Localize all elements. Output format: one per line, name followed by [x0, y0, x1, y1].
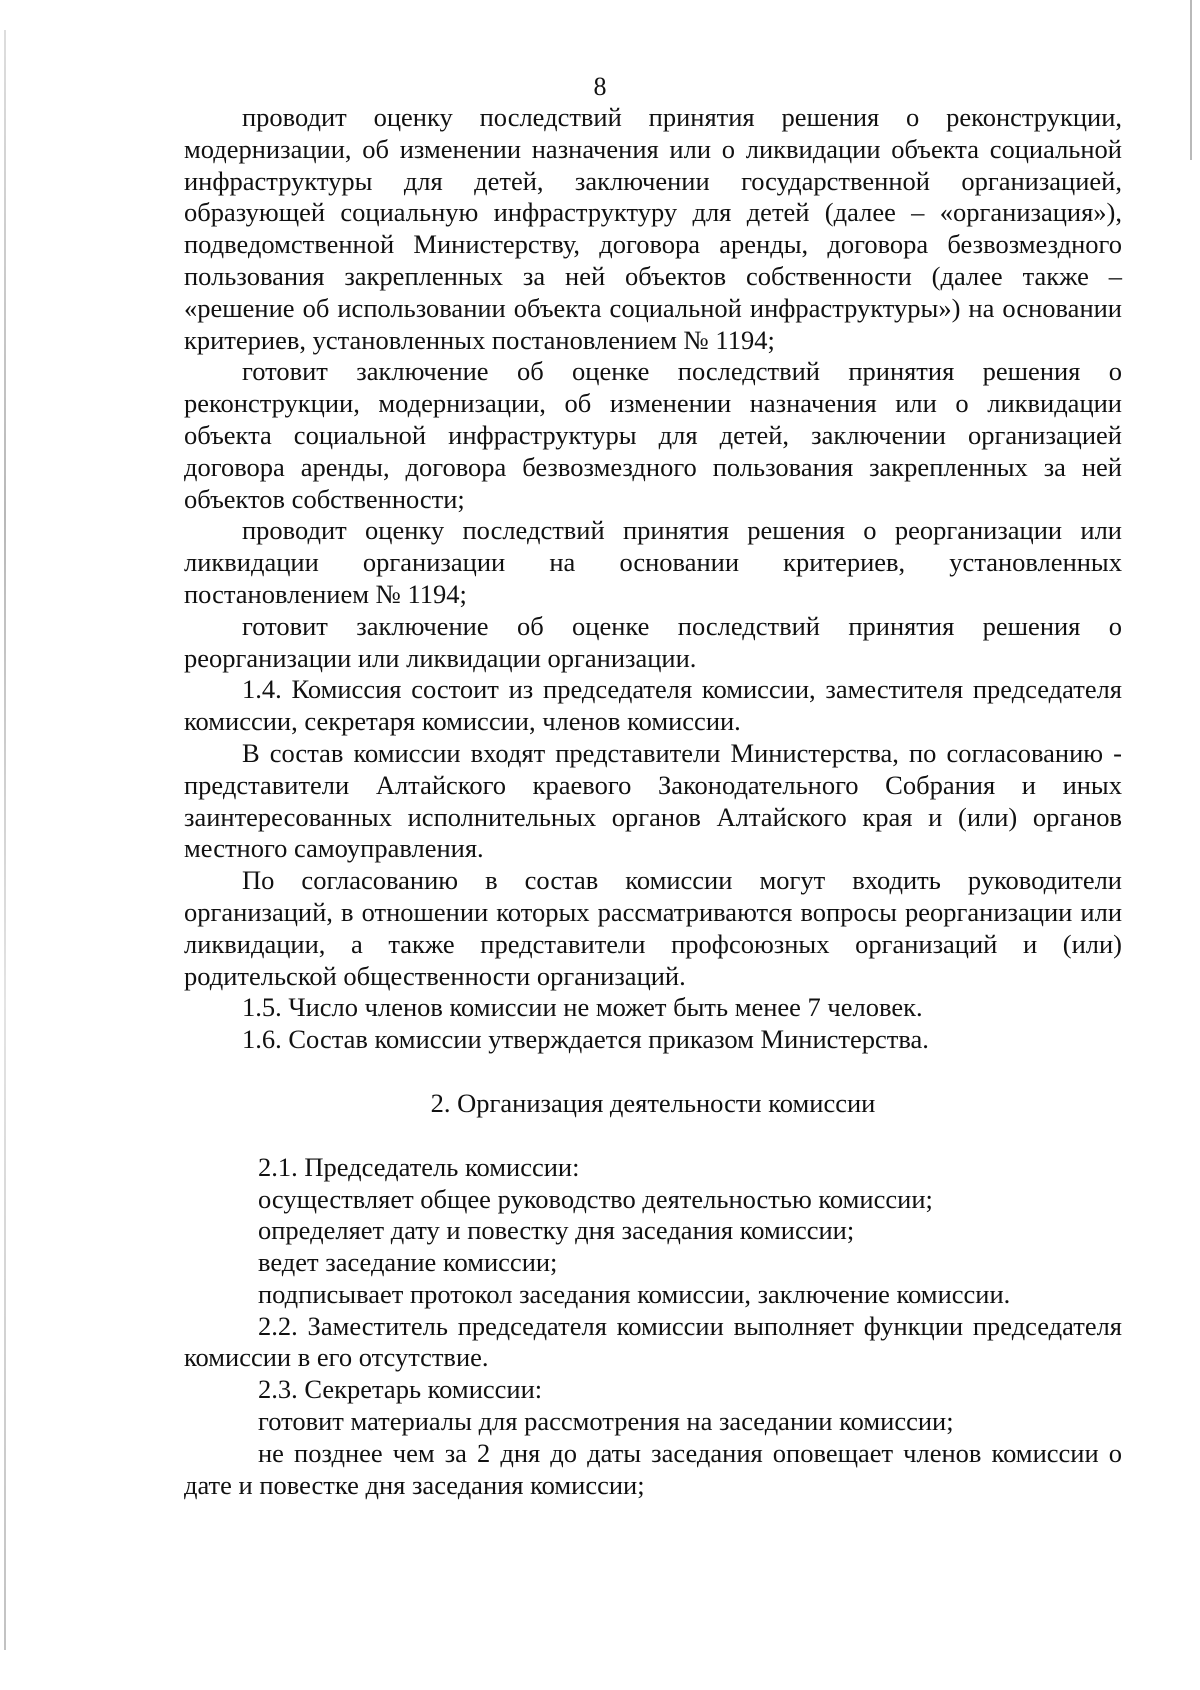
- paragraph: ведет заседание комиссии;: [258, 1247, 558, 1278]
- paragraph: 1.6. Состав комиссии утверждается приказом Министерства.: [242, 1024, 929, 1055]
- paragraph: В состав комиссии входят представители Министерства, по согласованию - представители Алтайского краевого Законодательного Собрания и иных заинтересованных исполнительных органов Алтайского края и (или) органов местного самоуправления.: [184, 737, 1122, 864]
- paragraph: 1.5. Число членов комиссии не может быть менее 7 человек.: [242, 992, 923, 1023]
- paragraph: проводит оценку последствий принятия решения о реконструкции, модернизации, об изменении назначения или о ликвидации объекта социальной инфраструктуры для детей, заключении государственной организацией, образующей социальную инфраструктуру для детей (далее – «организация»), подведомственной Министерству, договора аренды, договора безвозмездного пользования закрепленных за ней объектов собственности (далее также – «решение об использовании объекта социальной инфраструктуры») на основании критериев, установленных постановлением № 1194;: [184, 102, 1122, 355]
- paragraph: готовит заключение об оценке последствий принятия решения о реконструкции, модернизации, об изменении назначения или о ликвидации объекта социальной инфраструктуры для детей, заключении организацией договора аренды, договора безвозмездного пользования закрепленных за ней объектов собственности;: [184, 356, 1122, 514]
- section-heading: 2. Организация деятельности комиссии: [430, 1087, 876, 1118]
- paragraph: 2.2. Заместитель председателя комиссии выполняет функции председателя комиссии в его отсутствие.: [184, 1310, 1122, 1373]
- paragraph: готовит заключение об оценке последствий принятия решения о реорганизации или ликвидации организации.: [184, 610, 1122, 673]
- scan-edge-left: [4, 30, 6, 1650]
- spacer: [184, 1120, 1122, 1152]
- spacer: [184, 1056, 1122, 1088]
- paragraph: готовит материалы для рассмотрения на заседании комиссии;: [258, 1406, 954, 1437]
- paragraph: осуществляет общее руководство деятельностью комиссии;: [258, 1183, 933, 1214]
- paragraph: подписывает протокол заседания комиссии, заключение комиссии.: [258, 1278, 1011, 1309]
- paragraph: 2.1. Председатель комиссии:: [258, 1151, 580, 1182]
- page-number: 8: [593, 72, 607, 101]
- paragraph: 2.3. Секретарь комиссии:: [258, 1374, 543, 1405]
- paragraph: не позднее чем за 2 дня до даты заседания оповещает членов комиссии о дате и повестке дня заседания комиссии;: [184, 1437, 1122, 1500]
- paragraph: определяет дату и повестку дня заседания комиссии;: [258, 1215, 855, 1246]
- paragraph: проводит оценку последствий принятия решения о реорганизации или ликвидации организации на основании критериев, установленных постановлением № 1194;: [184, 515, 1122, 609]
- paragraph: По согласованию в состав комиссии могут входить руководители организаций, в отношении которых рассматриваются вопросы реорганизации или ликвидации, а также представители профсоюзных организаций и (или) родительской общественности организаций.: [184, 865, 1122, 991]
- paragraph: 1.4. Комиссия состоит из председателя комиссии, заместителя председателя комиссии, секретаря комиссии, членов комиссии.: [184, 674, 1122, 737]
- document-body: [184, 102, 1122, 1501]
